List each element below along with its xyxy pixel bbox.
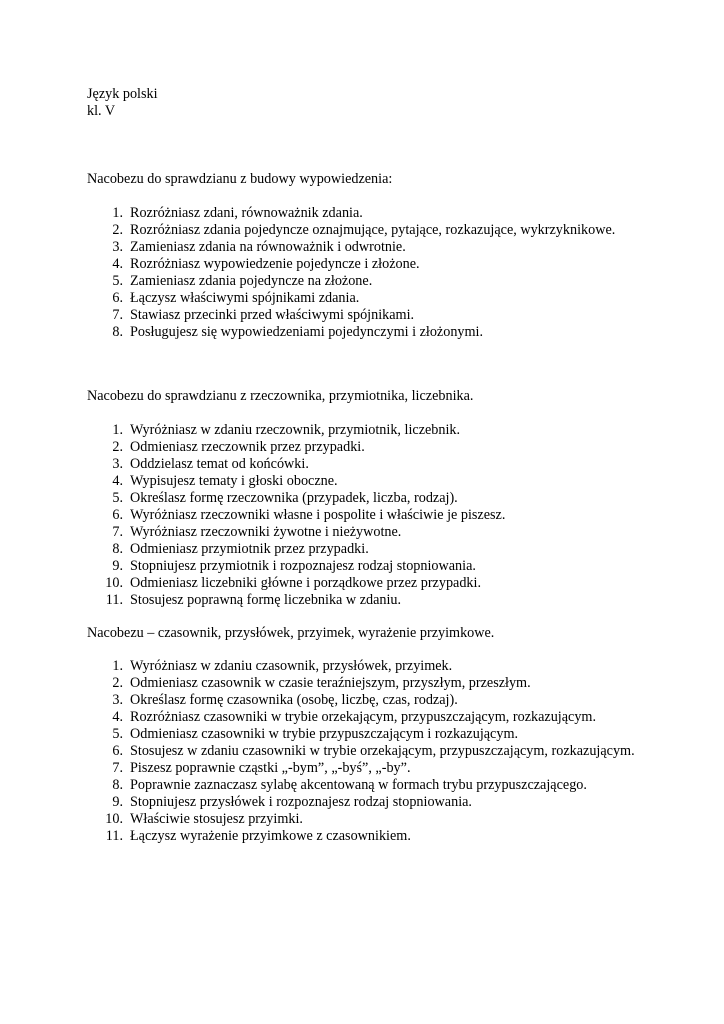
list-item — [87, 422, 690, 439]
list-item-text: Stopniujesz przysłówek i rozpoznajesz rodzaj stopniowania. — [130, 794, 472, 810]
list-item-text: Odmieniasz czasowniki w trybie przypuszczającym i rozkazującym. — [130, 726, 519, 742]
list-item-number: 8. — [112, 777, 123, 793]
list-item-text: Odmieniasz rzeczownik przez przypadki. — [130, 439, 365, 455]
section-title-3: Nacobezu – czasownik, przysłówek, przyimek, wyrażenie przyimkowe. — [87, 625, 495, 641]
list-item — [87, 239, 690, 256]
list-item-number: 9. — [112, 794, 123, 810]
list-item-text: Wyróżniasz w zdaniu czasownik, przysłówek, przyimek. — [130, 658, 453, 674]
list-item — [87, 273, 690, 290]
section-list-3 — [87, 658, 690, 845]
list-item — [87, 256, 690, 273]
section-list-2 — [87, 422, 690, 609]
list-item-text: Właściwie stosujesz przyimki. — [130, 811, 303, 827]
list-item-text: Odmieniasz przymiotnik przez przypadki. — [130, 541, 369, 557]
list-item-text: Poprawnie zaznaczasz sylabę akcentowaną w formach trybu przypuszczającego. — [130, 777, 587, 793]
list-item — [87, 811, 690, 828]
list-item-number: 6. — [112, 290, 123, 306]
list-item — [87, 558, 690, 575]
list-item-text: Rozróżniasz wypowiedzenie pojedyncze i złożone. — [130, 256, 420, 272]
list-item-number: 7. — [112, 524, 123, 540]
list-item-number: 6. — [112, 507, 123, 523]
list-item-number: 6. — [112, 743, 123, 759]
list-item-number: 9. — [112, 558, 123, 574]
list-item-number: 4. — [112, 709, 123, 725]
list-item — [87, 222, 690, 239]
list-item-text: Wyróżniasz w zdaniu rzeczownik, przymiotnik, liczebnik. — [130, 422, 461, 438]
list-item-number: 3. — [112, 456, 123, 472]
list-item — [87, 794, 690, 811]
list-item-text: Łączysz właściwymi spójnikami zdania. — [130, 290, 360, 306]
list-item-number: 5. — [112, 726, 123, 742]
list-item-number: 8. — [112, 541, 123, 557]
list-item-text: Oddzielasz temat od końcówki. — [130, 456, 309, 472]
list-item-number: 5. — [112, 490, 123, 506]
list-item — [87, 490, 690, 507]
list-item-text: Stopniujesz przymiotnik i rozpoznajesz rodzaj stopniowania. — [130, 558, 476, 574]
list-item-text: Piszesz poprawnie cząstki „-bym”, „-byś”, „-by”. — [130, 760, 411, 776]
list-item — [87, 709, 690, 726]
list-item — [87, 524, 690, 541]
list-item-text: Odmieniasz czasownik w czasie teraźniejszym, przyszłym, przeszłym. — [130, 675, 531, 691]
list-item-text: Odmieniasz liczebniki główne i porządkowe przez przypadki. — [130, 575, 482, 591]
list-item-text: Wyróżniasz rzeczowniki żywotne i nieżywotne. — [130, 524, 402, 540]
list-item-text: Stawiasz przecinki przed właściwymi spójnikami. — [130, 307, 415, 323]
class-line: kl. V — [87, 103, 116, 119]
list-item-number: 10. — [105, 811, 123, 827]
list-item — [87, 541, 690, 558]
list-item-number: 3. — [112, 692, 123, 708]
list-item-number: 5. — [112, 273, 123, 289]
list-item-text: Określasz formę czasownika (osobę, liczbę, czas, rodzaj). — [130, 692, 458, 708]
list-item-number: 11. — [105, 592, 123, 608]
list-item — [87, 592, 690, 609]
list-item-number: 1. — [112, 205, 123, 221]
subject-line: Język polski — [87, 86, 158, 102]
list-item — [87, 575, 690, 592]
list-item — [87, 726, 690, 743]
list-item — [87, 205, 690, 222]
list-item-number: 4. — [112, 473, 123, 489]
list-item-text: Wyróżniasz rzeczowniki własne i pospolite i właściwie je piszesz. — [130, 507, 506, 523]
list-item-number: 7. — [112, 307, 123, 323]
list-item-number: 11. — [105, 828, 123, 844]
list-item-number: 1. — [112, 422, 123, 438]
list-item — [87, 743, 690, 760]
list-item — [87, 692, 690, 709]
section-list-1 — [87, 205, 690, 341]
list-item-text: Rozróżniasz zdania pojedyncze oznajmujące, pytające, rozkazujące, wykrzyknikowe. — [130, 222, 616, 238]
list-item — [87, 777, 690, 794]
list-item-text: Łączysz wyrażenie przyimkowe z czasownikiem. — [130, 828, 411, 844]
list-item-text: Posługujesz się wypowiedzeniami pojedynczymi i złożonymi. — [130, 324, 484, 340]
list-item — [87, 439, 690, 456]
list-item — [87, 473, 690, 490]
list-item-number: 2. — [112, 222, 123, 238]
list-item — [87, 324, 690, 341]
list-item-text: Zamieniasz zdania pojedyncze na złożone. — [130, 273, 373, 289]
list-item-text: Rozróżniasz zdani, równoważnik zdania. — [130, 205, 363, 221]
list-item-text: Rozróżniasz czasowniki w trybie orzekającym, przypuszczającym, rozkazującym. — [130, 709, 597, 725]
list-item-text: Określasz formę rzeczownika (przypadek, liczba, rodzaj). — [130, 490, 458, 506]
list-item-number: 1. — [112, 658, 123, 674]
list-item-text: Wypisujesz tematy i głoski oboczne. — [130, 473, 338, 489]
list-item-number: 10. — [105, 575, 123, 591]
list-item-text: Stosujesz w zdaniu czasowniki w trybie orzekającym, przypuszczającym, rozkazującym. — [130, 743, 635, 759]
list-item-number: 4. — [112, 256, 123, 272]
list-item-number: 7. — [112, 760, 123, 776]
list-item — [87, 675, 690, 692]
list-item-number: 2. — [112, 439, 123, 455]
list-item-number: 2. — [112, 675, 123, 691]
list-item-number: 3. — [112, 239, 123, 255]
list-item-text: Stosujesz poprawną formę liczebnika w zdaniu. — [130, 592, 402, 608]
section-title-1: Nacobezu do sprawdzianu z budowy wypowiedzenia: — [87, 171, 393, 187]
section-title-2: Nacobezu do sprawdzianu z rzeczownika, przymiotnika, liczebnika. — [87, 388, 474, 404]
list-item — [87, 658, 690, 675]
list-item — [87, 507, 690, 524]
list-item — [87, 828, 690, 845]
list-item-text: Zamieniasz zdania na równoważnik i odwrotnie. — [130, 239, 406, 255]
list-item — [87, 307, 690, 324]
list-item — [87, 290, 690, 307]
list-item-number: 8. — [112, 324, 123, 340]
list-item — [87, 760, 690, 777]
list-item — [87, 456, 690, 473]
